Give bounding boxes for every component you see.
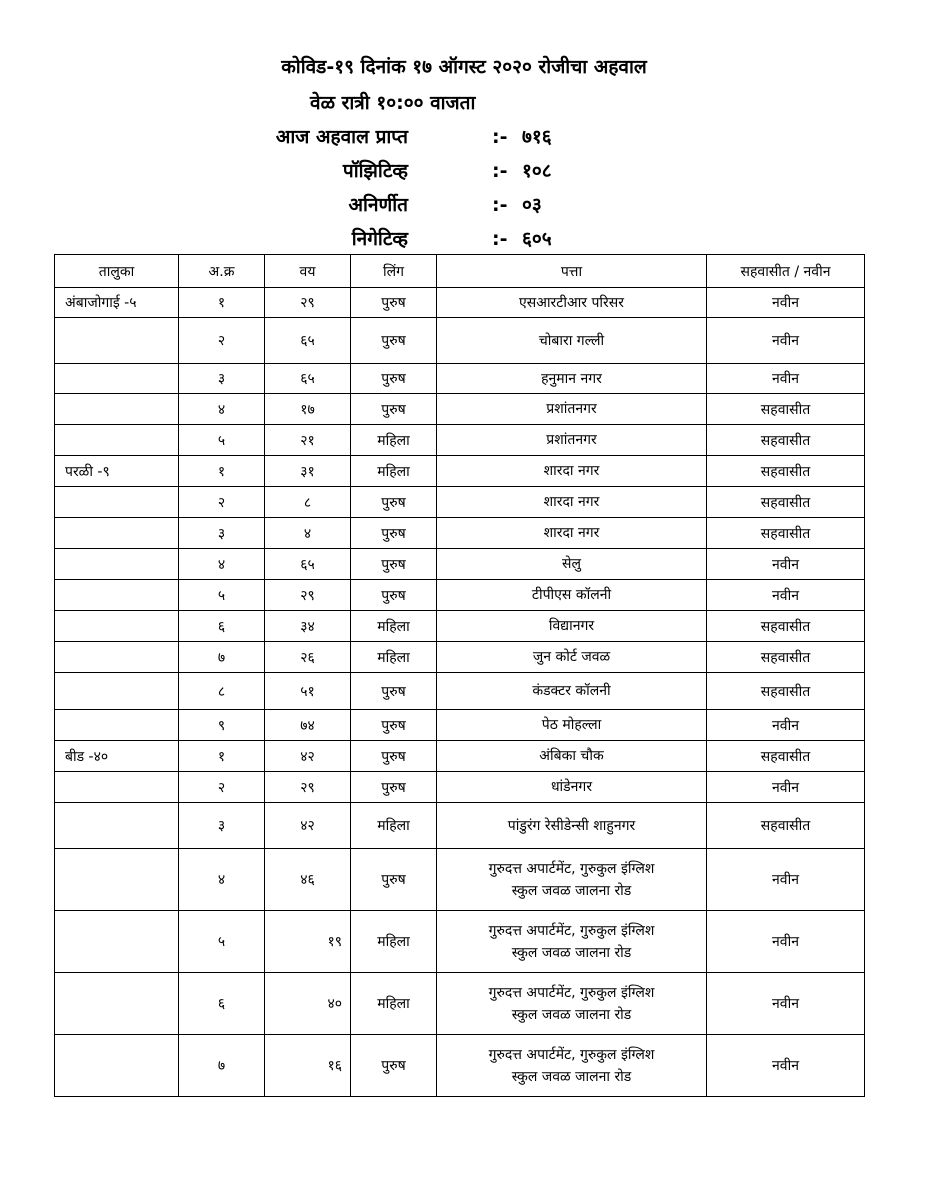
address-line: गुरुदत्त अपार्टमेंट, गुरुकुल इंग्लिश — [488, 1046, 655, 1063]
table-row — [55, 425, 865, 456]
address-line: गुरुदत्त अपार्टमेंट, गुरुकुल इंग्लिश — [488, 860, 655, 877]
address-cell — [437, 318, 707, 364]
gender-cell: पुरुष — [351, 1035, 437, 1097]
gender-cell: महिला — [351, 456, 437, 487]
summary-separator: :- — [492, 160, 508, 182]
summary-separator: :- — [492, 126, 508, 148]
serial-cell: ५ — [179, 425, 265, 456]
serial-cell: ४ — [179, 849, 265, 911]
taluka-cell — [55, 772, 179, 803]
taluka-cell — [55, 673, 179, 710]
gender-cell: पुरुष — [351, 318, 437, 364]
address-line: चोबारा गल्ली — [538, 332, 605, 349]
serial-cell: ४ — [179, 394, 265, 425]
age-cell: १९ — [265, 911, 351, 973]
address-cell — [437, 549, 707, 580]
address-cell — [437, 364, 707, 394]
gender-cell: पुरुष — [351, 487, 437, 518]
table-row — [55, 741, 865, 772]
age-cell: २९ — [265, 772, 351, 803]
gender-cell: पुरुष — [351, 549, 437, 580]
summary-label: पॉझिटिव्ह — [342, 160, 408, 182]
address-cell — [437, 611, 707, 642]
table-row — [55, 911, 865, 973]
table-row — [55, 456, 865, 487]
serial-cell: ६ — [179, 611, 265, 642]
serial-cell: १ — [179, 288, 265, 318]
address-line: गुरुदत्त अपार्टमेंट, गुरुकुल इंग्लिश — [488, 922, 655, 939]
table-row — [55, 580, 865, 611]
gender-cell: पुरुष — [351, 772, 437, 803]
status-cell: नवीन — [707, 849, 865, 911]
gender-cell: पुरुष — [351, 364, 437, 394]
age-cell: २६ — [265, 642, 351, 673]
address-cell — [437, 1035, 707, 1097]
table-row — [55, 518, 865, 549]
column-header-address: पत्ता — [437, 255, 707, 288]
table-row — [55, 487, 865, 518]
table-row — [55, 394, 865, 425]
age-cell: ३१ — [265, 456, 351, 487]
serial-cell: ३ — [179, 518, 265, 549]
status-cell: नवीन — [707, 710, 865, 741]
gender-cell: पुरुष — [351, 849, 437, 911]
address-line: स्कुल जवळ जालना रोड — [511, 1006, 632, 1023]
taluka-cell: परळी -९ — [55, 456, 179, 487]
gender-cell: महिला — [351, 642, 437, 673]
status-cell: नवीन — [707, 318, 865, 364]
serial-cell: ३ — [179, 364, 265, 394]
summary-separator: :- — [492, 228, 508, 250]
status-cell: नवीन — [707, 911, 865, 973]
summary-value: १०८ — [522, 160, 552, 182]
taluka-cell — [55, 425, 179, 456]
age-cell: ४० — [265, 973, 351, 1035]
address-line: जुन कोर्ट जवळ — [532, 649, 611, 665]
taluka-cell — [55, 849, 179, 911]
address-line: हनुमान नगर — [541, 370, 602, 387]
serial-cell: २ — [179, 318, 265, 364]
address-line: विद्यानगर — [548, 618, 595, 634]
table-row — [55, 318, 865, 364]
status-cell: नवीन — [707, 772, 865, 803]
address-cell — [437, 288, 707, 318]
serial-cell: ५ — [179, 911, 265, 973]
age-cell: ६५ — [265, 549, 351, 580]
taluka-cell — [55, 710, 179, 741]
age-cell: ७४ — [265, 710, 351, 741]
table-row — [55, 772, 865, 803]
age-cell: ४२ — [265, 803, 351, 849]
age-cell: ३४ — [265, 611, 351, 642]
taluka-cell — [55, 803, 179, 849]
summary-row-negative — [0, 222, 928, 256]
patients-table — [54, 254, 865, 1097]
address-cell — [437, 456, 707, 487]
summary-label: अनिर्णीत — [348, 194, 408, 216]
taluka-cell — [55, 549, 179, 580]
age-cell: ४२ — [265, 741, 351, 772]
table-row — [55, 1035, 865, 1097]
address-cell — [437, 580, 707, 611]
status-cell: नवीन — [707, 549, 865, 580]
address-cell — [437, 803, 707, 849]
table-body — [55, 288, 865, 1097]
taluka-cell — [55, 973, 179, 1035]
address-cell — [437, 741, 707, 772]
address-cell — [437, 911, 707, 973]
address-line: शारदा नगर — [543, 525, 600, 541]
address-line: एसआरटीआर परिसर — [519, 294, 624, 311]
summary-row-positive — [0, 154, 928, 188]
address-line: शारदा नगर — [543, 494, 600, 510]
age-cell: २१ — [265, 425, 351, 456]
address-line: प्रशांतनगर — [546, 432, 597, 448]
table-row — [55, 364, 865, 394]
age-cell: ५१ — [265, 673, 351, 710]
column-header-status: सहवासीत / नवीन — [707, 255, 865, 288]
address-line: शारदा नगर — [543, 463, 600, 479]
serial-cell: २ — [179, 772, 265, 803]
age-cell: ४६ — [265, 849, 351, 911]
address-cell — [437, 518, 707, 549]
taluka-cell — [55, 642, 179, 673]
age-cell: १६ — [265, 1035, 351, 1097]
column-header-serial: अ.क्र — [179, 255, 265, 288]
address-line: अंबिका चौक — [539, 748, 604, 764]
address-cell — [437, 710, 707, 741]
age-cell: १७ — [265, 394, 351, 425]
address-line: पांडुरंग रेसीडेन्सी शाहुनगर — [507, 817, 636, 834]
summary-label: आज अहवाल प्राप्त — [275, 126, 408, 148]
address-line: स्कुल जवळ जालना रोड — [511, 1068, 632, 1085]
table-row — [55, 611, 865, 642]
address-line: सेलु — [562, 556, 581, 572]
summary-row-received — [0, 120, 928, 154]
gender-cell: महिला — [351, 425, 437, 456]
age-cell: २९ — [265, 288, 351, 318]
column-header-gender: लिंग — [351, 255, 437, 288]
table-row — [55, 973, 865, 1035]
summary-value: ६०५ — [522, 228, 552, 250]
table-row — [55, 673, 865, 710]
serial-cell: १ — [179, 741, 265, 772]
taluka-cell — [55, 394, 179, 425]
gender-cell: पुरुष — [351, 673, 437, 710]
summary-block — [0, 120, 928, 256]
serial-cell: ४ — [179, 549, 265, 580]
gender-cell: महिला — [351, 803, 437, 849]
table-row — [55, 288, 865, 318]
column-header-age: वय — [265, 255, 351, 288]
gender-cell: पुरुष — [351, 580, 437, 611]
table-row — [55, 549, 865, 580]
status-cell: सहवासीत — [707, 456, 865, 487]
age-cell: ४ — [265, 518, 351, 549]
age-cell: ६५ — [265, 364, 351, 394]
summary-value: ७१६ — [522, 126, 552, 148]
age-cell: ६५ — [265, 318, 351, 364]
taluka-cell — [55, 911, 179, 973]
serial-cell: ३ — [179, 803, 265, 849]
address-cell — [437, 642, 707, 673]
gender-cell: महिला — [351, 611, 437, 642]
address-line: धांडेनगर — [550, 779, 593, 795]
address-line: गुरुदत्त अपार्टमेंट, गुरुकुल इंग्लिश — [488, 984, 655, 1001]
status-cell: सहवासीत — [707, 642, 865, 673]
status-cell: नवीन — [707, 364, 865, 394]
address-cell — [437, 673, 707, 710]
taluka-cell — [55, 580, 179, 611]
taluka-cell — [55, 1035, 179, 1097]
address-cell — [437, 425, 707, 456]
address-cell — [437, 394, 707, 425]
address-line: कंडक्टर कॉलनी — [532, 683, 611, 699]
gender-cell: पुरुष — [351, 518, 437, 549]
taluka-cell — [55, 364, 179, 394]
gender-cell: पुरुष — [351, 710, 437, 741]
table-row — [55, 849, 865, 911]
address-cell — [437, 973, 707, 1035]
table-row — [55, 710, 865, 741]
address-line: स्कुल जवळ जालना रोड — [511, 882, 632, 899]
summary-separator: :- — [492, 194, 508, 216]
status-cell: सहवासीत — [707, 518, 865, 549]
serial-cell: ७ — [179, 642, 265, 673]
address-line: स्कुल जवळ जालना रोड — [511, 944, 632, 961]
status-cell: सहवासीत — [707, 487, 865, 518]
status-cell: सहवासीत — [707, 394, 865, 425]
status-cell: सहवासीत — [707, 803, 865, 849]
table-row — [55, 803, 865, 849]
gender-cell: महिला — [351, 911, 437, 973]
address-line: प्रशांतनगर — [546, 401, 597, 417]
address-cell — [437, 849, 707, 911]
serial-cell: ७ — [179, 1035, 265, 1097]
status-cell: नवीन — [707, 1035, 865, 1097]
gender-cell: पुरुष — [351, 288, 437, 318]
address-line: टीपीएस कॉलनी — [531, 587, 612, 603]
serial-cell: १ — [179, 456, 265, 487]
serial-cell: ५ — [179, 580, 265, 611]
gender-cell: पुरुष — [351, 741, 437, 772]
taluka-cell — [55, 318, 179, 364]
status-cell: नवीन — [707, 288, 865, 318]
age-cell: २९ — [265, 580, 351, 611]
status-cell: सहवासीत — [707, 425, 865, 456]
address-cell — [437, 487, 707, 518]
serial-cell: २ — [179, 487, 265, 518]
taluka-cell — [55, 487, 179, 518]
taluka-cell — [55, 518, 179, 549]
status-cell: सहवासीत — [707, 741, 865, 772]
column-header-taluka: तालुका — [55, 255, 179, 288]
summary-label: निगेटिव्ह — [351, 228, 408, 250]
status-cell: नवीन — [707, 580, 865, 611]
serial-cell: ६ — [179, 973, 265, 1035]
summary-row-inconclusive — [0, 188, 928, 222]
table-row — [55, 642, 865, 673]
status-cell: सहवासीत — [707, 673, 865, 710]
taluka-cell: अंबाजोगाई -५ — [55, 288, 179, 318]
report-title: कोविड-१९ दिनांक १७ ऑगस्ट २०२० रोजीचा अहवाल — [281, 56, 647, 78]
serial-cell: ९ — [179, 710, 265, 741]
report-subtitle: वेळ रात्री १०:०० वाजता — [310, 92, 476, 114]
status-cell: नवीन — [707, 973, 865, 1035]
summary-value: ०३ — [522, 194, 542, 216]
gender-cell: पुरुष — [351, 394, 437, 425]
taluka-cell — [55, 611, 179, 642]
table-header-row — [55, 255, 865, 288]
gender-cell: महिला — [351, 973, 437, 1035]
serial-cell: ८ — [179, 673, 265, 710]
address-line: पेठ मोहल्ला — [541, 717, 602, 733]
taluka-cell: बीड -४० — [55, 741, 179, 772]
age-cell: ८ — [265, 487, 351, 518]
status-cell: सहवासीत — [707, 611, 865, 642]
address-cell — [437, 772, 707, 803]
